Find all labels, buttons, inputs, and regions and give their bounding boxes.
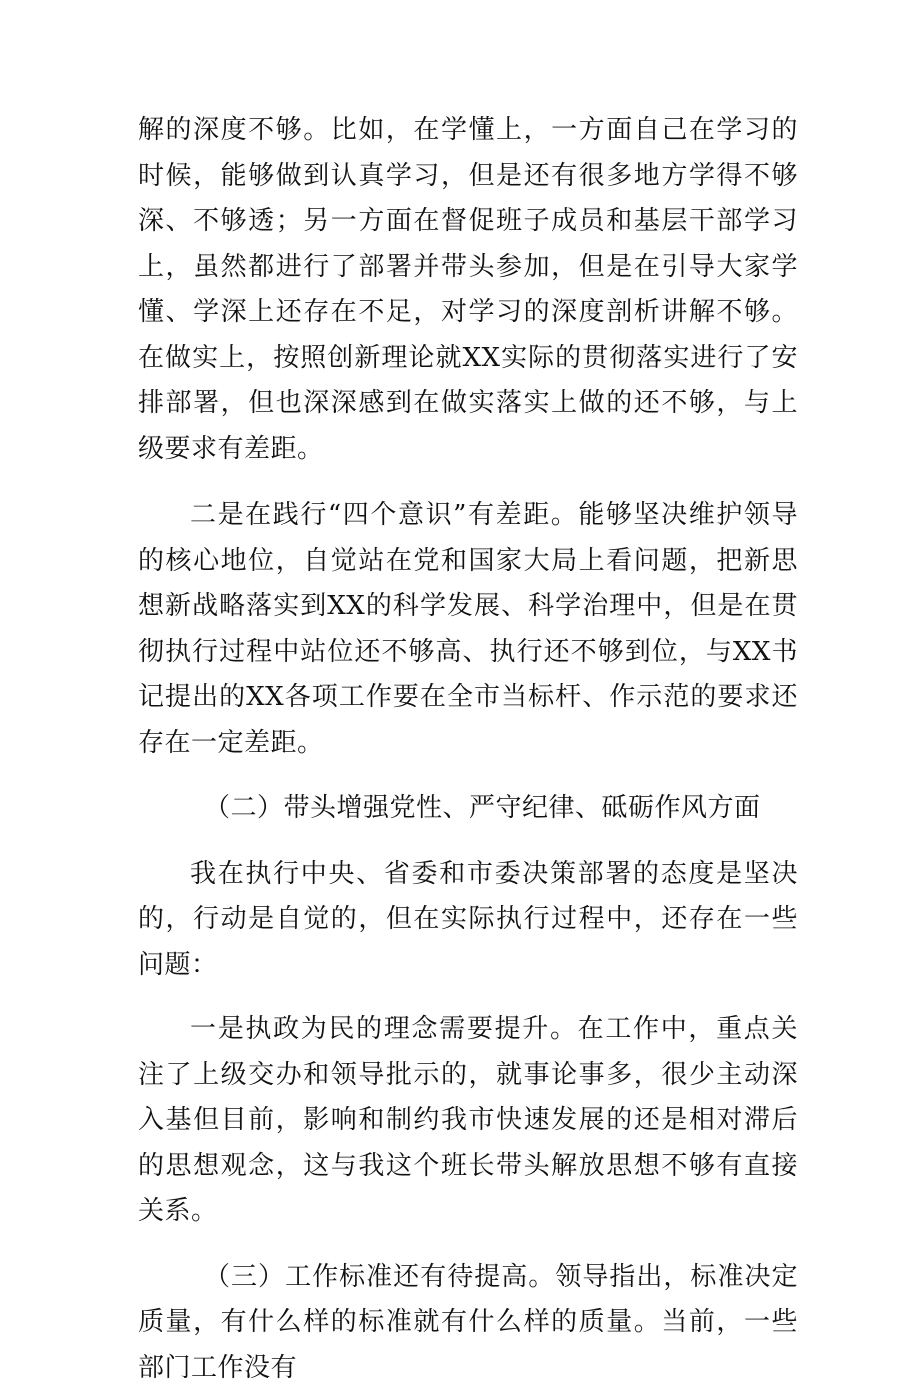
paragraph-study-depth: 解的深度不够。比如，在学懂上，一方面自己在学习的时候，能够做到认真学习，但是还有很多地方学得不够深、不够透；另一方面在督促班子成员和基层干部学习上，虽然都进行了部署并带头参加，但是在引导大家学懂、学深上还存在不足，对学习的深度剖析讲解不够。在做实上，按照创新理论就XX实际的贯彻落实进行了安排部署，但也深深感到在做实落实上做的还不够，与上级要求有差距。: [138, 108, 798, 472]
paragraph-execution-attitude: 我在执行中央、省委和市委决策部署的态度是坚决的，行动是自觉的，但在实际执行过程中，还存在一些问题：: [138, 852, 798, 989]
document-body: [138, 108, 798, 1391]
paragraph-work-standards: （三）工作标准还有待提高。领导指出，标准决定质量，有什么样的标准就有什么样的质量。当前，一些部门工作没有: [138, 1255, 798, 1391]
section-heading-party-spirit: （二）带头增强党性、严守纪律、砥砺作风方面: [138, 786, 798, 832]
paragraph-four-consciousness: 二是在践行“四个意识”有差距。能够坚决维护领导的核心地位，自觉站在党和国家大局上看问题，把新思想新战略落实到XX的科学发展、科学治理中，但是在贯彻执行过程中站位还不够高、执行还不够到位，与XX书记提出的XX各项工作要在全市当标杆、作示范的要求还存在一定差距。: [138, 493, 798, 766]
paragraph-serve-people: 一是执政为民的理念需要提升。在工作中，重点关注了上级交办和领导批示的，就事论事多，很少主动深入基但目前，影响和制约我市快速发展的还是相对滞后的思想观念，这与我这个班长带头解放思想不够有直接关系。: [138, 1007, 798, 1235]
